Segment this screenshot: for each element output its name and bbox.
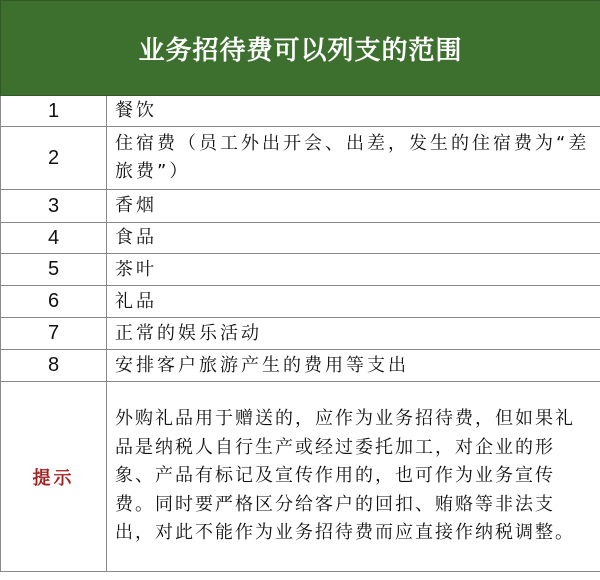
row-number: 6 — [1, 286, 107, 318]
tip-text: 外购礼品用于赠送的，应作为业务招待费，但如果礼品是纳税人自行生产或经过委托加工，对企业的形象、产品有标记及宣传作用的，也可作为业务宣传费。同时要严格区分给客户的回扣、贿赂等非法支出，对此不能作为业务招待费而应直接作纳税调整。 — [107, 382, 600, 572]
row-item: 餐饮 — [107, 96, 600, 127]
row-item: 正常的娱乐活动 — [107, 318, 600, 350]
row-number: 7 — [1, 318, 107, 350]
row-item: 茶叶 — [107, 254, 600, 286]
table-row — [1, 350, 600, 382]
table-header-row — [1, 1, 600, 96]
row-item: 住宿费（员工外出开会、出差，发生的住宿费为“差旅费”） — [107, 127, 600, 190]
table-title: 业务招待费可以列支的范围 — [1, 1, 600, 96]
row-item: 礼品 — [107, 286, 600, 318]
table-row — [1, 127, 600, 190]
table-row — [1, 190, 600, 223]
tip-row — [1, 382, 600, 572]
row-number: 8 — [1, 350, 107, 382]
table-row — [1, 96, 600, 127]
row-number: 4 — [1, 223, 107, 254]
table-row — [1, 286, 600, 318]
row-number: 3 — [1, 190, 107, 223]
row-item: 食品 — [107, 223, 600, 254]
tip-label: 提示 — [1, 382, 107, 572]
row-number: 5 — [1, 254, 107, 286]
row-number: 2 — [1, 127, 107, 190]
table-row — [1, 318, 600, 350]
row-item: 香烟 — [107, 190, 600, 223]
row-item: 安排客户旅游产生的费用等支出 — [107, 350, 600, 382]
table-row — [1, 254, 600, 286]
row-number: 1 — [1, 96, 107, 127]
table-row — [1, 223, 600, 254]
